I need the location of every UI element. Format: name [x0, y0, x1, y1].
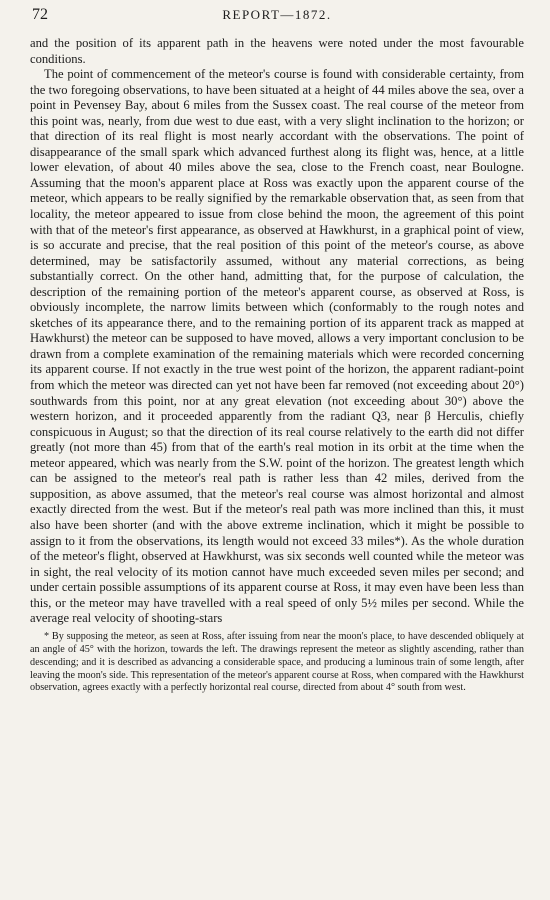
- footnote: * By supposing the meteor, as seen at Ross, after issuing from near the moon's place, to have descended obliquely at an angle of 45° with the horizon, towards the left. The drawings represent the meteor as slightly ascending, rather than descending; and it is described as advancing a considerable space, and producing a luminous train of some length, after leaving the moon's side. This representation of the meteor's apparent course at Ross, when compared with the Hawkhurst observation, agrees exactly with a perfectly horizontal real course, directed from about 4° south from west.: [30, 630, 524, 694]
- running-head: REPORT—1872.: [222, 7, 332, 22]
- paragraph-continuation: and the position of its apparent path in the heavens were noted under the most favourable conditions.: [30, 36, 524, 66]
- page-number: 72: [32, 6, 48, 23]
- page-header: [30, 4, 524, 26]
- paragraph-meteor-course: The point of commencement of the meteor's course is found with considerable certainty, from the two foregoing observations, to have been situated at a height of 44 miles above the sea, over a point in Pevensey Bay, about 6 miles from the Sussex coast. The real course of the meteor from this point was, nearly, from due west to due east, with a very slight inclination to the horizon; or that direction of its real flight is most nearly accordant with the observations. The point of disappearance of the small spark which advanced furthest along its flight was, hence, at a little lower elevation, of about 40 miles above the sea, close to the French coast, near Boulogne. Assuming that the moon's apparent place at Ross was exactly upon the apparent course of the meteor, which appears to be really signified by the remarkable observation that, as seen from that locality, the meteor appeared to issue from close behind the moon, the agreement of this point with that of the meteor's first appearance, as observed at Hawkhurst, in a graphical point of view, is so accurate and precise, that the real position of this point of the meteor's course, as above determined, may be satisfactorily assumed, without any material corrections, as being substantially correct. On the other hand, admitting that, for the purpose of calculation, the description of the remaining portion of the meteor's apparent course, as observed at Ross, is obviously incomplete, the narrow limits between which (conformably to the rough notes and sketches of its appearance there, and to the remaining portion of its apparent track as mapped at Hawkhurst) the meteor can be supposed to have moved, allows a very important conclusion to be drawn from a complete examination of the remaining materials which were recorded concerning its apparent course. If not exactly in the true west point of the horizon, the apparent radiant-point from which the meteor was directed can yet not have been far removed (not exceeding about 20°) southwards from this point, nor at any great elevation (not exceeding about 30°) above the western horizon, and it proceeded apparently from the radiant Q3, near β Herculis, chiefly conspicuous in August; so that the direction of its real course relatively to the earth did not differ greatly (not more than 45) from that of the earth's real motion in its orbit at the time when the meteor appeared, which was nearly from the S.W. point of the horizon. The greatest length which can be assigned to the meteor's real path is rather less than 42 miles, derived from the supposition, as above assumed, that the meteor's real course was almost horizontal and almost exactly directed from the west. But if the meteor's real path was more inclined than this, it must also have been shorter (and with the above extreme inclination, which it might be possible to assign to it from the observations, its length would not exceed 33 miles*). As the whole duration of the meteor's flight, observed at Hawkhurst, was six seconds well counted while the meteor was in sight, the real velocity of its motion cannot have much exceeded seven miles per second; and under certain possible assumptions of its apparent course at Ross, it may even have been less than this, or the meteor may have travelled with a real speed of only 5½ miles per second. While the average real velocity of shooting-stars: [30, 67, 524, 626]
